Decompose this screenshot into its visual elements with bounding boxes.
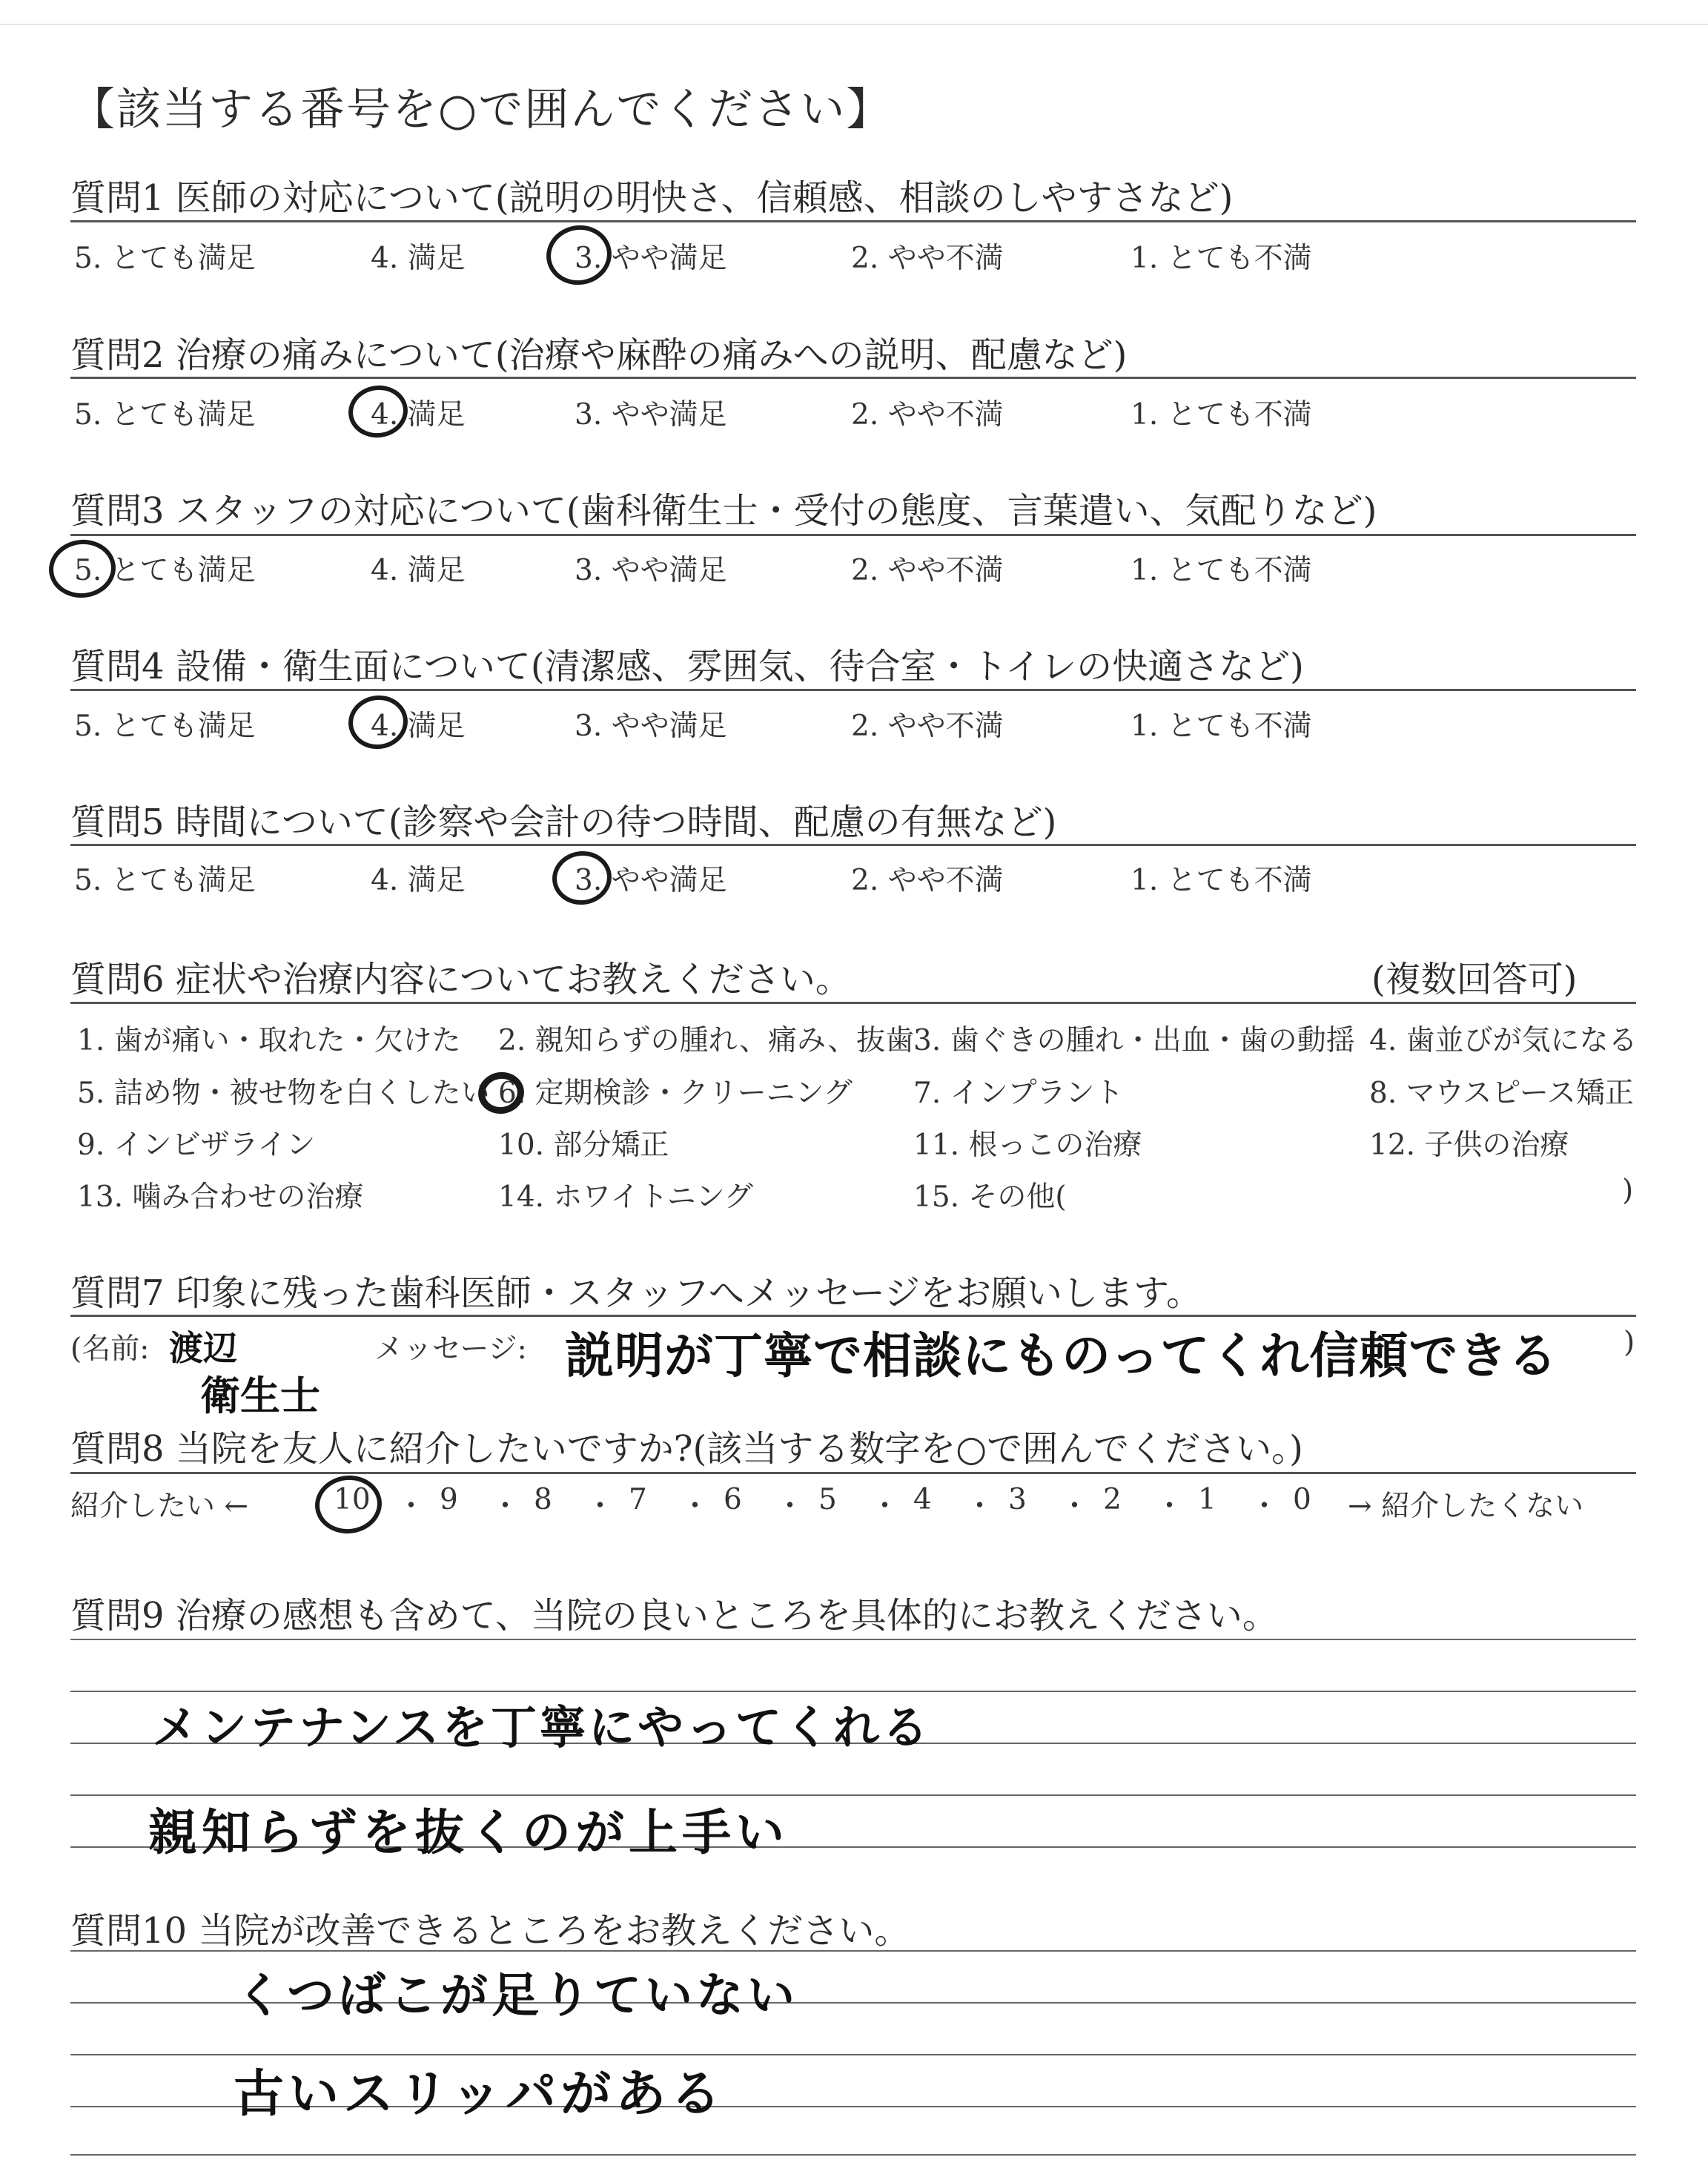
q7-handwritten-title: 衛生士	[200, 1373, 320, 1419]
q3-option-1[interactable]: 1. とても不満	[1131, 554, 1312, 587]
q1-selection-circle	[542, 220, 617, 290]
q6-option-9[interactable]: 9. インビザライン	[77, 1129, 316, 1162]
q10-handwritten-answer-1: くつばこが足りていない	[236, 1969, 798, 2024]
q5-heading: 質問5 時間について(診察や会計の待つ時間、配慮の有無など)	[70, 802, 1057, 843]
q6-option-11[interactable]: 11. 根っこの治療	[913, 1129, 1142, 1162]
q1-heading: 質問1 医師の対応について(説明の明快さ、信頼感、相談のしやすさなど)	[70, 177, 1234, 219]
q1-option-2[interactable]: 2. やや不満	[851, 242, 1004, 275]
q7-handwritten-message: 説明が丁寧で相談にものってくれ信頼できる	[565, 1327, 1558, 1384]
q8-separator: ・	[491, 1490, 520, 1523]
q3-option-4[interactable]: 4. 満足	[371, 554, 466, 587]
q6-option-2[interactable]: 2. 親知らずの腫れ、痛み、抜歯	[498, 1024, 915, 1057]
q8-separator: ・	[397, 1490, 426, 1523]
q6-option-10[interactable]: 10. 部分矯正	[498, 1129, 669, 1162]
q8-separator: ・	[1250, 1490, 1280, 1523]
q8-separator: ・	[586, 1490, 615, 1523]
q4-option-3[interactable]: 3. やや満足	[575, 710, 727, 743]
q8-scale-9[interactable]: 9	[440, 1483, 458, 1516]
q3-option-3[interactable]: 3. やや満足	[575, 554, 727, 587]
q6-option-7[interactable]: 7. インプラント	[913, 1077, 1124, 1110]
q8-separator: ・	[965, 1490, 995, 1523]
q1-option-4[interactable]: 4. 満足	[371, 242, 466, 275]
q5-option-3[interactable]: 3. やや満足	[575, 864, 727, 897]
q2-option-2[interactable]: 2. やや不満	[851, 398, 1004, 432]
q8-separator: ・	[870, 1490, 900, 1523]
q1-option-5[interactable]: 5. とても満足	[74, 242, 256, 275]
q6-option-15[interactable]: 15. その他(	[913, 1180, 1067, 1214]
q5-option-5[interactable]: 5. とても満足	[74, 864, 256, 897]
q6-heading: 質問6 症状や治療内容についてお教えください。	[70, 959, 851, 1000]
q2-option-5[interactable]: 5. とても満足	[74, 398, 256, 432]
q5-option-2[interactable]: 2. やや不満	[851, 864, 1004, 897]
q8-selection-circle	[312, 1473, 385, 1537]
q8-scale-1[interactable]: 1	[1198, 1483, 1217, 1516]
q1-option-1[interactable]: 1. とても不満	[1131, 242, 1312, 275]
q8-scale-0[interactable]: 0	[1293, 1483, 1311, 1516]
q2-option-1[interactable]: 1. とても不満	[1131, 398, 1312, 432]
q8-scale-6[interactable]: 6	[724, 1483, 742, 1516]
q6-option-6[interactable]: 6. 定期検診・クリーニング	[498, 1077, 853, 1110]
q7-close-paren: )	[1623, 1326, 1635, 1359]
q8-separator: ・	[1060, 1490, 1090, 1523]
q6-option-14[interactable]: 14. ホワイトニング	[498, 1180, 753, 1214]
q4-option-4[interactable]: 4. 満足	[371, 710, 466, 743]
q8-separator: ・	[775, 1490, 805, 1523]
q8-heading: 質問8 当院を友人に紹介したいですか?(該当する数字を○で囲んでください。)	[70, 1428, 1303, 1470]
q10-handwritten-answer-2: 古いスリッパがある	[234, 2065, 726, 2124]
q9-rule-1	[70, 1639, 1636, 1640]
q4-option-2[interactable]: 2. やや不満	[851, 710, 1004, 743]
q6-option-3[interactable]: 3. 歯ぐきの腫れ・出血・歯の動揺	[913, 1024, 1355, 1057]
q9-handwritten-answer-1: メンテナンスを丁寧にやってくれる	[152, 1700, 932, 1754]
q5-option-4[interactable]: 4. 満足	[371, 864, 466, 897]
q1-rule	[70, 220, 1636, 222]
q6-option-8[interactable]: 8. マウスピース矯正	[1369, 1077, 1634, 1110]
q1-option-3[interactable]: 3. やや満足	[575, 242, 727, 275]
q8-scale-3[interactable]: 3	[1008, 1483, 1027, 1516]
q3-option-2[interactable]: 2. やや不満	[851, 554, 1004, 587]
q7-name-label: (名前:	[70, 1332, 150, 1366]
q8-rule	[70, 1472, 1636, 1474]
q9-heading: 質問9 治療の感想も含めて、当院の良いところを具体的にお教えください。	[70, 1595, 1278, 1636]
q10-rule-1	[70, 1950, 1636, 1952]
q8-right-label: → 紹介したくない	[1348, 1490, 1584, 1523]
q6-option-5[interactable]: 5. 詰め物・被せ物を白くしたい	[77, 1077, 490, 1110]
q2-option-3[interactable]: 3. やや満足	[575, 398, 727, 432]
q2-rule	[70, 377, 1636, 379]
q7-message-label: メッセージ:	[374, 1332, 527, 1366]
q2-heading: 質問2 治療の痛みについて(治療や麻酔の痛みへの説明、配慮など)	[70, 334, 1128, 376]
q8-scale-5[interactable]: 5	[818, 1483, 837, 1516]
q5-option-1[interactable]: 1. とても不満	[1131, 864, 1312, 897]
q3-option-5[interactable]: 5. とても満足	[74, 554, 256, 587]
q8-separator: ・	[1155, 1490, 1185, 1523]
q2-option-4[interactable]: 4. 満足	[371, 398, 466, 432]
q3-rule	[70, 534, 1636, 536]
q6-note: (複数回答可)	[1371, 959, 1578, 1000]
q4-option-5[interactable]: 5. とても満足	[74, 710, 256, 743]
q4-rule	[70, 689, 1636, 691]
q6-option-1[interactable]: 1. 歯が痛い・取れた・欠けた	[77, 1024, 461, 1057]
q8-scale-4[interactable]: 4	[913, 1483, 932, 1516]
q8-scale-8[interactable]: 8	[534, 1483, 552, 1516]
q7-handwritten-name: 渡辺	[169, 1328, 237, 1368]
q6-option-4[interactable]: 4. 歯並びが気になる	[1369, 1024, 1638, 1057]
q10-heading: 質問10 当院が改善できるところをお教えください。	[70, 1910, 910, 1952]
q7-heading: 質問7 印象に残った歯科医師・スタッフへメッセージをお願いします。	[70, 1272, 1202, 1314]
page-top-edge	[0, 24, 1708, 25]
q6-option-13[interactable]: 13. 噛み合わせの治療	[77, 1180, 364, 1214]
q3-selection-circle	[46, 537, 119, 601]
q6-option-12[interactable]: 12. 子供の治療	[1369, 1129, 1569, 1162]
q8-scale-7[interactable]: 7	[629, 1483, 647, 1516]
q8-separator: ・	[681, 1490, 710, 1523]
q6-option-15-close: )	[1622, 1174, 1634, 1207]
q9-handwritten-answer-2: 親知らずを抜くのが上手い	[148, 1804, 789, 1861]
q8-left-label: 紹介したい ←	[70, 1490, 249, 1523]
q5-rule	[70, 844, 1636, 846]
form-title: 【該当する番号を○で囲んでください】	[70, 84, 893, 136]
q3-heading: 質問3 スタッフの対応について(歯科衛生士・受付の態度、言葉遣い、気配りなど)	[70, 490, 1377, 532]
q6-rule	[70, 1002, 1636, 1004]
q10-rule-5	[70, 2154, 1636, 2156]
q8-scale-10[interactable]: 10	[334, 1483, 371, 1516]
q4-heading: 質問4 設備・衛生面について(清潔感、雰囲気、待合室・トイレの快適さなど)	[70, 646, 1304, 687]
q8-scale-2[interactable]: 2	[1103, 1483, 1122, 1516]
q4-option-1[interactable]: 1. とても不満	[1131, 710, 1312, 743]
